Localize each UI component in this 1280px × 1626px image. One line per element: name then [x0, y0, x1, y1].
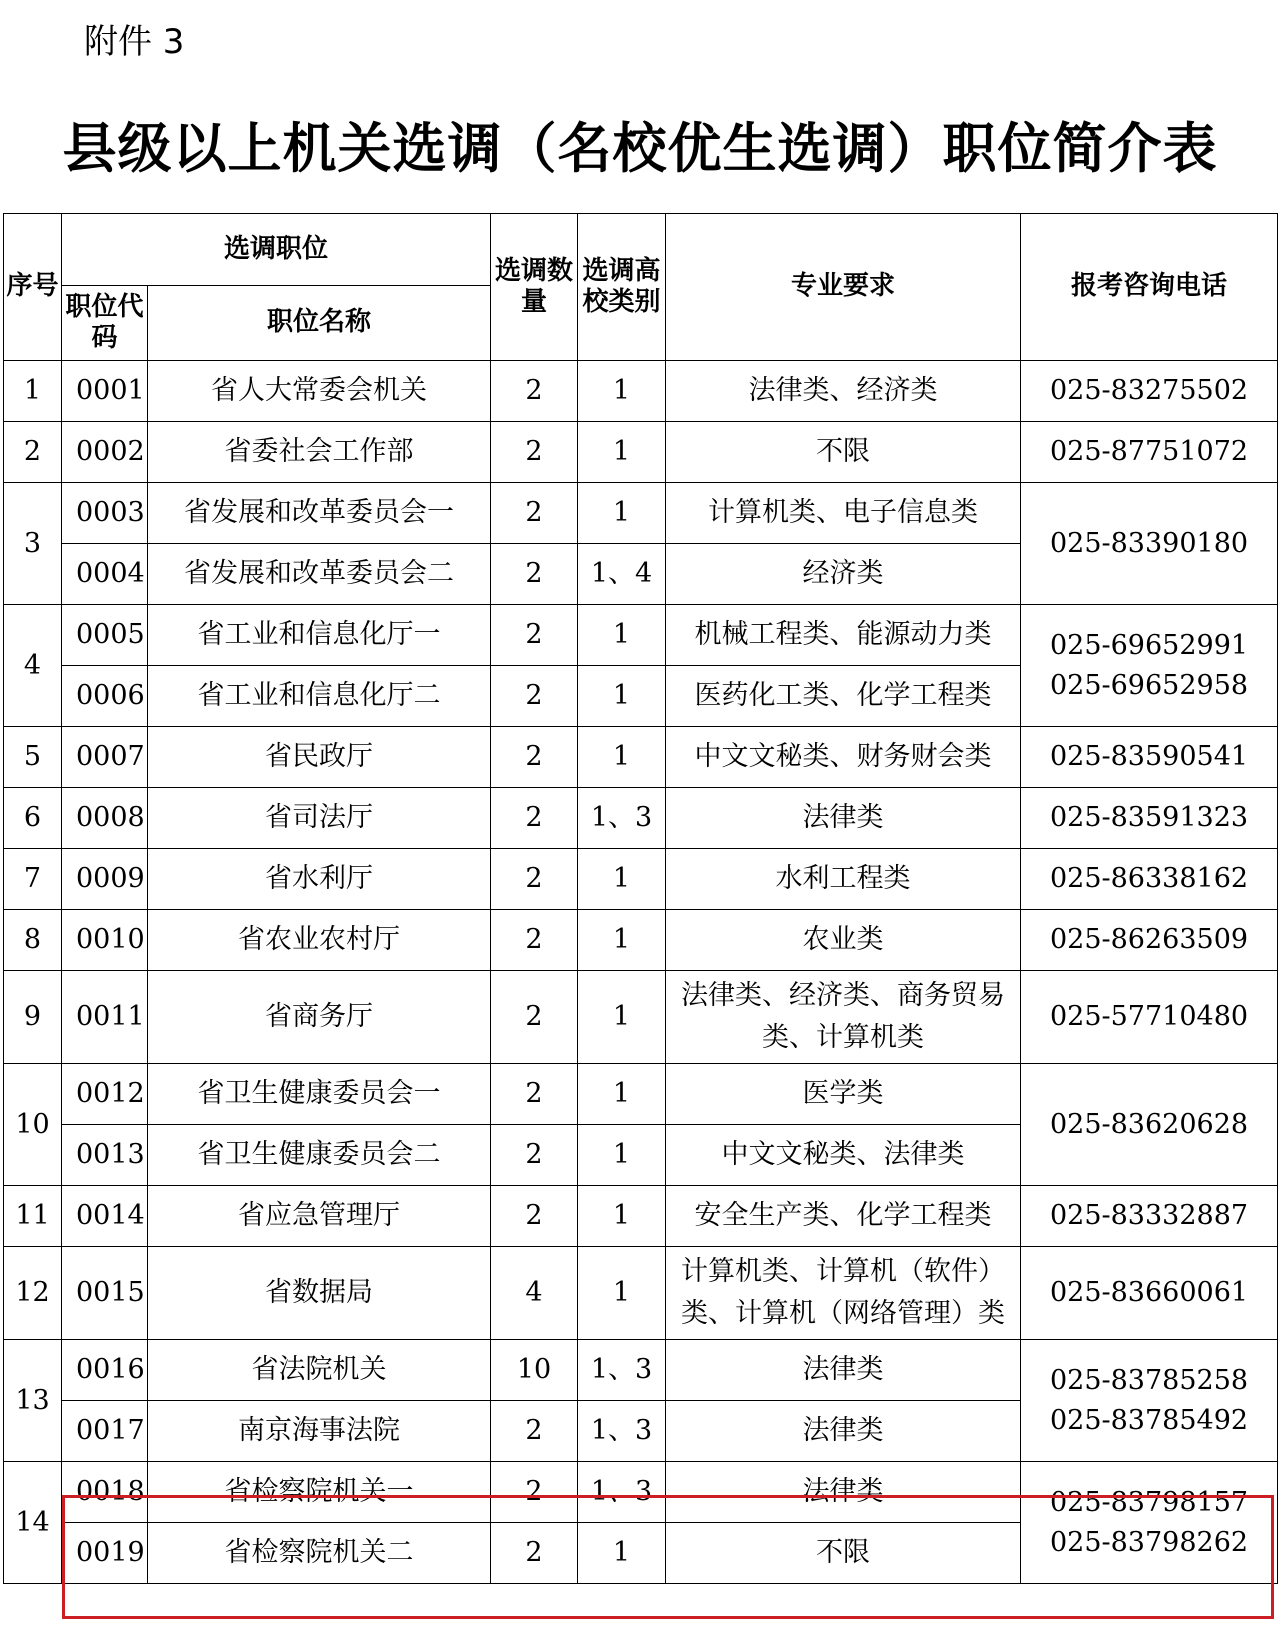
- cell-seq: 5: [4, 727, 62, 788]
- cell-school-type: 1: [578, 483, 666, 544]
- cell-school-type: 1: [578, 666, 666, 727]
- cell-count: 2: [491, 1186, 578, 1247]
- cell-name: 省发展和改革委员会一: [148, 483, 491, 544]
- header-major: 专业要求: [666, 214, 1021, 361]
- phone-number: 025-83620628: [1049, 1108, 1249, 1140]
- cell-phone: [1021, 849, 1278, 910]
- cell-major: 不限: [666, 422, 1021, 483]
- cell-major: 法律类: [666, 1340, 1021, 1401]
- cell-count: 2: [491, 849, 578, 910]
- cell-code: 0008: [62, 788, 148, 849]
- cell-name: 省数据局: [148, 1247, 491, 1340]
- cell-school-type: 1: [578, 361, 666, 422]
- cell-seq: 9: [4, 971, 62, 1064]
- cell-school-type: 1、3: [578, 1401, 666, 1462]
- cell-phone: [1021, 1340, 1278, 1462]
- cell-major: 法律类: [666, 788, 1021, 849]
- cell-major: 机械工程类、能源动力类: [666, 605, 1021, 666]
- cell-code: 0012: [62, 1064, 148, 1125]
- cell-count: 2: [491, 666, 578, 727]
- cell-code: 0014: [62, 1186, 148, 1247]
- cell-seq: 7: [4, 849, 62, 910]
- cell-phone: [1021, 910, 1278, 971]
- cell-school-type: 1: [578, 1247, 666, 1340]
- cell-name: 省卫生健康委员会一: [148, 1064, 491, 1125]
- cell-name: 省水利厅: [148, 849, 491, 910]
- cell-count: 2: [491, 727, 578, 788]
- cell-seq: 11: [4, 1186, 62, 1247]
- cell-phone: [1021, 1186, 1278, 1247]
- phone-number: 025-86338162: [1049, 863, 1249, 895]
- cell-code: 0002: [62, 422, 148, 483]
- cell-name: 省商务厅: [148, 971, 491, 1064]
- table-row: [4, 727, 1278, 788]
- cell-code: 0004: [62, 544, 148, 605]
- cell-name: 省工业和信息化厅一: [148, 605, 491, 666]
- cell-count: 2: [491, 1064, 578, 1125]
- cell-school-type: 1、3: [578, 1340, 666, 1401]
- cell-name: 省农业农村厅: [148, 910, 491, 971]
- cell-school-type: 1、4: [578, 544, 666, 605]
- table-body: [4, 361, 1278, 1584]
- cell-major: 不限: [666, 1523, 1021, 1584]
- phone-number: 025-57710480: [1049, 1001, 1249, 1033]
- cell-code: 0019: [62, 1523, 148, 1584]
- cell-code: 0006: [62, 666, 148, 727]
- cell-code: 0005: [62, 605, 148, 666]
- phone-number: 025-83798157: [1049, 1487, 1249, 1519]
- cell-count: 2: [491, 788, 578, 849]
- table-row: [4, 1186, 1278, 1247]
- cell-school-type: 1、3: [578, 1462, 666, 1523]
- cell-major: 医学类: [666, 1064, 1021, 1125]
- cell-name: 省法院机关: [148, 1340, 491, 1401]
- phone-number: 025-83332887: [1049, 1200, 1249, 1232]
- header-code: 职位代码: [62, 286, 148, 361]
- cell-code: 0009: [62, 849, 148, 910]
- cell-major: 法律类: [666, 1462, 1021, 1523]
- cell-seq: 3: [4, 483, 62, 605]
- table-row: [4, 605, 1278, 666]
- cell-name: 省人大常委会机关: [148, 361, 491, 422]
- cell-code: 0003: [62, 483, 148, 544]
- cell-seq: 1: [4, 361, 62, 422]
- cell-phone: [1021, 483, 1278, 605]
- cell-name: 省检察院机关二: [148, 1523, 491, 1584]
- table-row: [4, 483, 1278, 544]
- cell-code: 0013: [62, 1125, 148, 1186]
- cell-code: 0017: [62, 1401, 148, 1462]
- cell-seq: 4: [4, 605, 62, 727]
- cell-phone: [1021, 605, 1278, 727]
- cell-seq: 13: [4, 1340, 62, 1462]
- cell-count: 4: [491, 1247, 578, 1340]
- header-name: 职位名称: [148, 286, 491, 361]
- cell-code: 0007: [62, 727, 148, 788]
- phone-number: 025-87751072: [1049, 436, 1249, 468]
- positions-table: [3, 213, 1278, 1584]
- cell-school-type: 1: [578, 422, 666, 483]
- table-row: [4, 971, 1278, 1064]
- table-row: [4, 422, 1278, 483]
- cell-major: 中文文秘类、法律类: [666, 1125, 1021, 1186]
- cell-count: 2: [491, 1125, 578, 1186]
- cell-phone: [1021, 1064, 1278, 1186]
- cell-major: 医药化工类、化学工程类: [666, 666, 1021, 727]
- header-phone: 报考咨询电话: [1021, 214, 1278, 361]
- phone-number: 025-83785258: [1049, 1365, 1249, 1397]
- cell-major: 水利工程类: [666, 849, 1021, 910]
- cell-seq: 14: [4, 1462, 62, 1584]
- cell-phone: [1021, 1462, 1278, 1584]
- cell-school-type: 1: [578, 971, 666, 1064]
- cell-name: 省民政厅: [148, 727, 491, 788]
- header-position-group: 选调职位: [62, 214, 491, 286]
- cell-count: 10: [491, 1340, 578, 1401]
- cell-school-type: 1: [578, 910, 666, 971]
- cell-major: 安全生产类、化学工程类: [666, 1186, 1021, 1247]
- cell-seq: 12: [4, 1247, 62, 1340]
- table-row: [4, 788, 1278, 849]
- phone-number: 025-83590541: [1049, 741, 1249, 773]
- cell-code: 0016: [62, 1340, 148, 1401]
- cell-code: 0018: [62, 1462, 148, 1523]
- cell-phone: [1021, 422, 1278, 483]
- cell-seq: 8: [4, 910, 62, 971]
- cell-major: 法律类、经济类: [666, 361, 1021, 422]
- cell-school-type: 1: [578, 1523, 666, 1584]
- cell-count: 2: [491, 422, 578, 483]
- cell-seq: 6: [4, 788, 62, 849]
- cell-name: 省发展和改革委员会二: [148, 544, 491, 605]
- cell-name: 省司法厅: [148, 788, 491, 849]
- cell-code: 0010: [62, 910, 148, 971]
- phone-number: 025-69652991: [1049, 630, 1249, 662]
- page-title: 县级以上机关选调（名校优生选调）职位简介表: [62, 117, 1218, 180]
- header-count: 选调数量: [491, 214, 578, 361]
- cell-phone: [1021, 1247, 1278, 1340]
- cell-count: 2: [491, 1401, 578, 1462]
- cell-seq: 2: [4, 422, 62, 483]
- cell-count: 2: [491, 910, 578, 971]
- phone-number: 025-69652958: [1049, 669, 1249, 701]
- cell-school-type: 1: [578, 605, 666, 666]
- cell-count: 2: [491, 971, 578, 1064]
- cell-count: 2: [491, 1462, 578, 1523]
- cell-count: 2: [491, 483, 578, 544]
- table-row: [4, 849, 1278, 910]
- cell-school-type: 1: [578, 849, 666, 910]
- cell-phone: [1021, 971, 1278, 1064]
- cell-major: 计算机类、电子信息类: [666, 483, 1021, 544]
- table-row: [4, 910, 1278, 971]
- cell-name: 省检察院机关一: [148, 1462, 491, 1523]
- table-row: [4, 1340, 1278, 1401]
- cell-school-type: 1: [578, 1125, 666, 1186]
- cell-major: 中文文秘类、财务财会类: [666, 727, 1021, 788]
- cell-count: 2: [491, 605, 578, 666]
- phone-number: 025-83785492: [1049, 1404, 1249, 1436]
- cell-code: 0015: [62, 1247, 148, 1340]
- cell-name: 省卫生健康委员会二: [148, 1125, 491, 1186]
- table-row: [4, 1462, 1278, 1523]
- cell-count: 2: [491, 1523, 578, 1584]
- phone-number: 025-83798262: [1049, 1526, 1249, 1558]
- cell-code: 0011: [62, 971, 148, 1064]
- cell-seq: 10: [4, 1064, 62, 1186]
- cell-phone: [1021, 788, 1278, 849]
- phone-number: 025-83660061: [1049, 1277, 1249, 1309]
- header-school-type: 选调高校类别: [578, 214, 666, 361]
- cell-code: 0001: [62, 361, 148, 422]
- cell-major: 法律类: [666, 1401, 1021, 1462]
- table-row: [4, 1064, 1278, 1125]
- header-seq: 序号: [4, 214, 62, 361]
- cell-school-type: 1: [578, 1186, 666, 1247]
- cell-major: 法律类、经济类、商务贸易类、计算机类: [666, 971, 1021, 1064]
- phone-number: 025-83591323: [1049, 802, 1249, 834]
- cell-name: 省工业和信息化厅二: [148, 666, 491, 727]
- cell-major: 计算机类、计算机（软件）类、计算机（网络管理）类: [666, 1247, 1021, 1340]
- phone-number: 025-83390180: [1049, 527, 1249, 559]
- cell-phone: [1021, 361, 1278, 422]
- cell-major: 农业类: [666, 910, 1021, 971]
- cell-name: 省委社会工作部: [148, 422, 491, 483]
- table-row: [4, 361, 1278, 422]
- table-row: [4, 1247, 1278, 1340]
- cell-count: 2: [491, 544, 578, 605]
- cell-school-type: 1: [578, 727, 666, 788]
- cell-major: 经济类: [666, 544, 1021, 605]
- cell-name: 省应急管理厅: [148, 1186, 491, 1247]
- phone-number: 025-83275502: [1049, 375, 1249, 407]
- cell-school-type: 1、3: [578, 788, 666, 849]
- cell-school-type: 1: [578, 1064, 666, 1125]
- cell-phone: [1021, 727, 1278, 788]
- attachment-label: 附件 3: [84, 22, 185, 62]
- phone-number: 025-86263509: [1049, 924, 1249, 956]
- cell-name: 南京海事法院: [148, 1401, 491, 1462]
- cell-count: 2: [491, 361, 578, 422]
